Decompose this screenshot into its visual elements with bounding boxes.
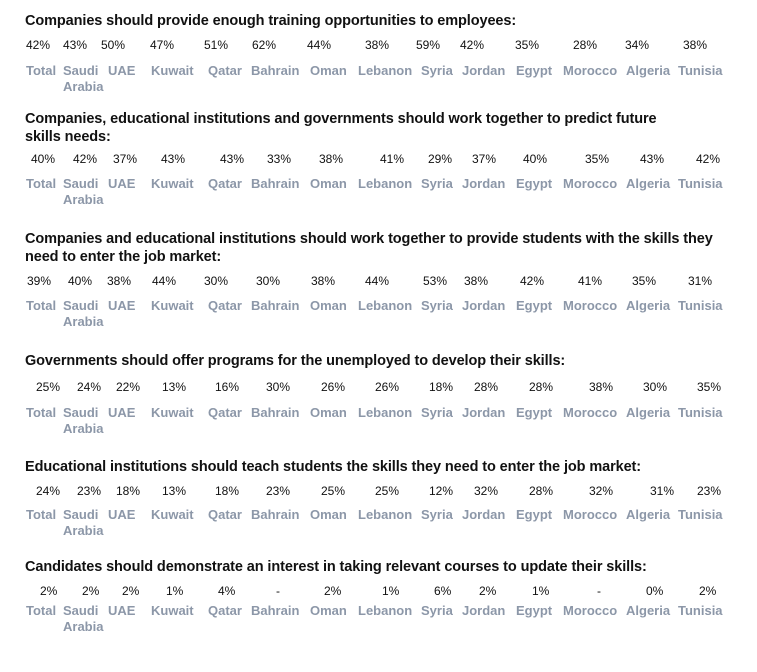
percentage-value: 25% bbox=[375, 484, 400, 498]
country-label: UAE bbox=[108, 176, 136, 191]
country-label: Morocco bbox=[563, 507, 618, 522]
percentage-value: 33% bbox=[267, 152, 292, 166]
country-label-row bbox=[0, 63, 757, 94]
country-label: Saudi Arabia bbox=[63, 63, 104, 94]
country-label-row bbox=[0, 405, 757, 436]
country-label: Saudi Arabia bbox=[63, 298, 104, 329]
percentage-value: 1% bbox=[382, 584, 400, 598]
country-label: Saudi Arabia bbox=[63, 405, 104, 436]
country-label: Saudi Arabia bbox=[63, 603, 104, 634]
country-label: Jordan bbox=[462, 603, 506, 618]
percentage-value: 28% bbox=[529, 380, 554, 394]
percentage-value: 24% bbox=[77, 380, 102, 394]
percentage-value: 30% bbox=[266, 380, 291, 394]
country-label: Qatar bbox=[208, 298, 242, 313]
country-label: Total bbox=[26, 507, 57, 522]
percentage-value: 51% bbox=[204, 38, 229, 52]
country-label: Lebanon bbox=[358, 63, 413, 78]
percentage-value: 38% bbox=[464, 274, 489, 288]
percentage-value: 35% bbox=[515, 38, 540, 52]
country-label: Kuwait bbox=[151, 603, 194, 618]
country-label: Kuwait bbox=[151, 63, 194, 78]
percentage-value: 18% bbox=[215, 484, 240, 498]
country-label: UAE bbox=[108, 507, 136, 522]
country-label: Egypt bbox=[516, 298, 553, 313]
country-label: Jordan bbox=[462, 176, 506, 191]
percentage-value: 43% bbox=[63, 38, 88, 52]
country-label: Algeria bbox=[626, 298, 671, 313]
country-label: Algeria bbox=[626, 603, 671, 618]
country-label: Tunisia bbox=[678, 176, 723, 191]
country-label-row bbox=[0, 507, 757, 538]
country-label: Total bbox=[26, 176, 57, 191]
percentage-value: 22% bbox=[116, 380, 141, 394]
question-title: Companies should provide enough training opportunities to employees: bbox=[25, 13, 517, 29]
percentage-value: 24% bbox=[36, 484, 61, 498]
percentage-value: 43% bbox=[640, 152, 665, 166]
country-label: Kuwait bbox=[151, 176, 194, 191]
country-label: Lebanon bbox=[358, 405, 413, 420]
country-label: Lebanon bbox=[358, 603, 413, 618]
percentage-value: 38% bbox=[311, 274, 336, 288]
percentage-value: 28% bbox=[474, 380, 499, 394]
country-label: Qatar bbox=[208, 176, 242, 191]
percentage-row bbox=[0, 274, 757, 292]
percentage-row bbox=[0, 152, 757, 170]
percentage-value: 31% bbox=[650, 484, 675, 498]
percentage-value: 32% bbox=[589, 484, 614, 498]
percentage-value: 23% bbox=[266, 484, 291, 498]
percentage-value: 40% bbox=[523, 152, 548, 166]
country-label: Jordan bbox=[462, 507, 506, 522]
country-label: Total bbox=[26, 298, 57, 313]
percentage-value: 38% bbox=[107, 274, 132, 288]
country-label: Algeria bbox=[626, 405, 671, 420]
percentage-value: 44% bbox=[365, 274, 390, 288]
percentage-row bbox=[0, 38, 757, 56]
percentage-value: 38% bbox=[365, 38, 390, 52]
percentage-value: 6% bbox=[434, 584, 452, 598]
country-label: Bahrain bbox=[251, 298, 300, 313]
percentage-row bbox=[0, 584, 757, 602]
country-label: Kuwait bbox=[151, 507, 194, 522]
country-label: Algeria bbox=[626, 507, 671, 522]
percentage-value: 44% bbox=[307, 38, 332, 52]
country-label: Syria bbox=[421, 176, 453, 191]
country-label: UAE bbox=[108, 405, 136, 420]
country-label: Tunisia bbox=[678, 63, 723, 78]
percentage-value: 50% bbox=[101, 38, 126, 52]
country-label-row bbox=[0, 298, 757, 329]
percentage-value: 42% bbox=[26, 38, 51, 52]
percentage-value: - bbox=[276, 584, 280, 598]
country-label: Egypt bbox=[516, 176, 553, 191]
percentage-value: 16% bbox=[215, 380, 240, 394]
percentage-value: 40% bbox=[31, 152, 56, 166]
country-label: Lebanon bbox=[358, 298, 413, 313]
percentage-value: 43% bbox=[220, 152, 245, 166]
percentage-value: 42% bbox=[73, 152, 98, 166]
country-label: Oman bbox=[310, 603, 347, 618]
percentage-value: 18% bbox=[429, 380, 454, 394]
percentage-value: 2% bbox=[479, 584, 497, 598]
question-title: Candidates should demonstrate an interest in taking relevant courses to update their skills: bbox=[25, 559, 647, 575]
country-label: Bahrain bbox=[251, 507, 300, 522]
country-label: Egypt bbox=[516, 405, 553, 420]
country-label: Tunisia bbox=[678, 405, 723, 420]
country-label: Bahrain bbox=[251, 603, 300, 618]
country-label: Algeria bbox=[626, 63, 671, 78]
percentage-value: 23% bbox=[697, 484, 722, 498]
percentage-value: 18% bbox=[116, 484, 141, 498]
country-label: Jordan bbox=[462, 405, 506, 420]
percentage-value: 13% bbox=[162, 380, 187, 394]
percentage-value: 12% bbox=[429, 484, 454, 498]
percentage-value: 38% bbox=[319, 152, 344, 166]
percentage-value: 35% bbox=[697, 380, 722, 394]
country-label: Lebanon bbox=[358, 176, 413, 191]
percentage-value: 2% bbox=[82, 584, 100, 598]
percentage-value: 32% bbox=[474, 484, 499, 498]
country-label: Egypt bbox=[516, 603, 553, 618]
percentage-value: 30% bbox=[204, 274, 229, 288]
country-label: Lebanon bbox=[358, 507, 413, 522]
percentage-value: 62% bbox=[252, 38, 277, 52]
percentage-value: 2% bbox=[40, 584, 58, 598]
percentage-value: 47% bbox=[150, 38, 175, 52]
country-label: Oman bbox=[310, 63, 347, 78]
percentage-value: 23% bbox=[77, 484, 102, 498]
country-label: Tunisia bbox=[678, 603, 723, 618]
country-label: Algeria bbox=[626, 176, 671, 191]
country-label: Jordan bbox=[462, 298, 506, 313]
country-label: Total bbox=[26, 405, 57, 420]
percentage-value: 35% bbox=[585, 152, 610, 166]
country-label: Morocco bbox=[563, 603, 618, 618]
country-label: Syria bbox=[421, 63, 453, 78]
percentage-value: 53% bbox=[423, 274, 448, 288]
country-label: Oman bbox=[310, 405, 347, 420]
percentage-value: 43% bbox=[161, 152, 186, 166]
country-label: Total bbox=[26, 603, 57, 618]
country-label: Morocco bbox=[563, 176, 618, 191]
percentage-value: 37% bbox=[113, 152, 138, 166]
percentage-value: 30% bbox=[643, 380, 668, 394]
country-label: Syria bbox=[421, 507, 453, 522]
percentage-value: 41% bbox=[380, 152, 405, 166]
percentage-value: 2% bbox=[324, 584, 342, 598]
percentage-value: 59% bbox=[416, 38, 441, 52]
country-label-row bbox=[0, 176, 757, 207]
percentage-value: 25% bbox=[321, 484, 346, 498]
country-label: Syria bbox=[421, 405, 453, 420]
country-label: Total bbox=[26, 63, 57, 78]
country-label: Bahrain bbox=[251, 176, 300, 191]
percentage-value: 42% bbox=[520, 274, 545, 288]
percentage-value: 30% bbox=[256, 274, 281, 288]
percentage-value: 2% bbox=[699, 584, 717, 598]
percentage-value: 34% bbox=[625, 38, 650, 52]
percentage-value: 38% bbox=[589, 380, 614, 394]
percentage-value: 1% bbox=[166, 584, 184, 598]
country-label: UAE bbox=[108, 298, 136, 313]
country-label: Bahrain bbox=[251, 405, 300, 420]
percentage-value: 0% bbox=[646, 584, 664, 598]
percentage-value: 2% bbox=[122, 584, 140, 598]
country-label: Morocco bbox=[563, 298, 618, 313]
question-title: Companies, educational institutions and governments should work together to predict future skills needs: bbox=[25, 111, 657, 145]
country-label: Bahrain bbox=[251, 63, 300, 78]
percentage-value: 31% bbox=[688, 274, 713, 288]
question-title: Educational institutions should teach students the skills they need to enter the job market: bbox=[25, 459, 642, 475]
country-label: UAE bbox=[108, 603, 136, 618]
country-label: Tunisia bbox=[678, 298, 723, 313]
country-label: Qatar bbox=[208, 63, 242, 78]
country-label: Syria bbox=[421, 603, 453, 618]
percentage-value: 28% bbox=[529, 484, 554, 498]
percentage-value: 40% bbox=[68, 274, 93, 288]
country-label: Syria bbox=[421, 298, 453, 313]
percentage-value: 37% bbox=[472, 152, 497, 166]
percentage-value: 42% bbox=[696, 152, 721, 166]
country-label: Saudi Arabia bbox=[63, 507, 104, 538]
percentage-row bbox=[0, 380, 757, 398]
percentage-value: 26% bbox=[321, 380, 346, 394]
question-title: Governments should offer programs for the unemployed to develop their skills: bbox=[25, 353, 566, 369]
percentage-value: 26% bbox=[375, 380, 400, 394]
country-label: Qatar bbox=[208, 507, 242, 522]
country-label: Kuwait bbox=[151, 405, 194, 420]
percentage-value: 44% bbox=[152, 274, 177, 288]
percentage-value: 1% bbox=[532, 584, 550, 598]
percentage-value: 41% bbox=[578, 274, 603, 288]
country-label: Morocco bbox=[563, 63, 618, 78]
country-label: Morocco bbox=[563, 405, 618, 420]
country-label: UAE bbox=[108, 63, 136, 78]
country-label: Jordan bbox=[462, 63, 506, 78]
country-label: Egypt bbox=[516, 63, 553, 78]
country-label: Egypt bbox=[516, 507, 553, 522]
percentage-value: 4% bbox=[218, 584, 236, 598]
percentage-value: - bbox=[597, 584, 601, 598]
country-label: Qatar bbox=[208, 603, 242, 618]
country-label: Saudi Arabia bbox=[63, 176, 104, 207]
percentage-value: 42% bbox=[460, 38, 485, 52]
percentage-value: 38% bbox=[683, 38, 708, 52]
country-label-row bbox=[0, 603, 757, 634]
country-label: Qatar bbox=[208, 405, 242, 420]
percentage-value: 39% bbox=[27, 274, 52, 288]
question-title: Companies and educational institutions should work together to provide students with the skills they need to enter the job market: bbox=[25, 231, 713, 265]
country-label: Kuwait bbox=[151, 298, 194, 313]
percentage-value: 28% bbox=[573, 38, 598, 52]
percentage-value: 29% bbox=[428, 152, 453, 166]
percentage-value: 25% bbox=[36, 380, 61, 394]
percentage-row bbox=[0, 484, 757, 502]
country-label: Tunisia bbox=[678, 507, 723, 522]
percentage-value: 35% bbox=[632, 274, 657, 288]
country-label: Oman bbox=[310, 507, 347, 522]
country-label: Oman bbox=[310, 298, 347, 313]
country-label: Oman bbox=[310, 176, 347, 191]
percentage-value: 13% bbox=[162, 484, 187, 498]
